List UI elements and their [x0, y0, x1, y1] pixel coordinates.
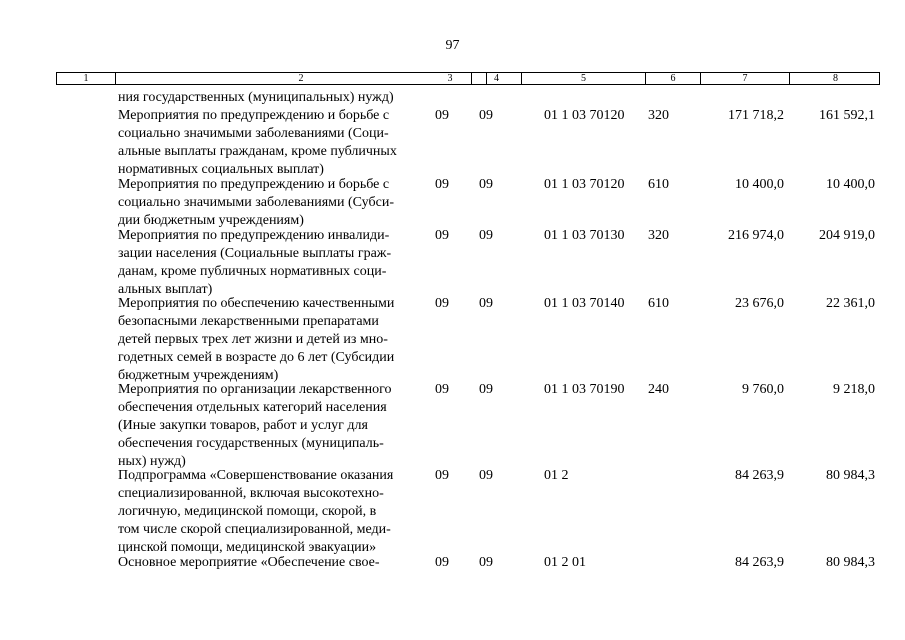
row-description: [118, 176, 426, 230]
description-line: специализированной, включая высокотехно-: [118, 486, 384, 501]
description-line: Основное мероприятие «Обеспечение свое-: [118, 555, 380, 570]
description-line: социально значимыми заболеваниями (Соци-: [118, 126, 389, 141]
description-line: нормативных социальных выплат): [118, 162, 324, 177]
description-line: данам, кроме публичных нормативных соци-: [118, 264, 387, 279]
description-line: Мероприятия по предупреждению инвалиди-: [118, 228, 390, 243]
cell-subsection: 09: [479, 296, 493, 311]
cell-expense-type: 610: [648, 296, 669, 311]
cell-section: 09: [435, 177, 449, 192]
description-line: ных) нужд): [118, 454, 186, 469]
cell-section: 09: [435, 296, 449, 311]
row-description: [118, 381, 426, 471]
description-line: том числе скорой специализированной, меди-: [118, 522, 391, 537]
cell-amount-col8: 9 218,0: [833, 382, 875, 397]
cell-amount-col7: 10 400,0: [735, 177, 784, 192]
description-line: дии бюджетным учреждениям): [118, 213, 304, 228]
cell-subsection: 09: [479, 228, 493, 243]
header-col-5: 5: [522, 73, 646, 84]
description-line: детей первых трех лет жизни и детей из мно-: [118, 332, 388, 347]
description-line: социально значимыми заболеваниями (Субси-: [118, 195, 394, 210]
cell-amount-col7: 84 263,9: [735, 468, 784, 483]
description-line: зации населения (Социальные выплаты граж-: [118, 246, 392, 261]
cell-amount-col8: 80 984,3: [826, 555, 875, 570]
cell-section: 09: [435, 382, 449, 397]
row-description: [118, 467, 426, 557]
cell-amount-col7: 23 676,0: [735, 296, 784, 311]
cell-amount-col8: 10 400,0: [826, 177, 875, 192]
page-number: 97: [445, 38, 460, 53]
cell-amount-col7: 84 263,9: [735, 555, 784, 570]
header-col-2: 2: [116, 73, 487, 84]
cell-section: 09: [435, 468, 449, 483]
cell-subsection: 09: [479, 108, 493, 123]
cell-amount-col8: 204 919,0: [819, 228, 875, 243]
description-line: Подпрограмма «Совершенствование оказания: [118, 468, 394, 483]
cell-target-article: 01 2: [544, 468, 569, 483]
description-line: бюджетным учреждениям): [118, 368, 279, 383]
cell-amount-col7: 216 974,0: [728, 228, 784, 243]
header-col-4: 4: [472, 73, 522, 84]
cell-amount-col8: 161 592,1: [819, 108, 875, 123]
description-line: годетных семей в возрасте до 6 лет (Субсидии: [118, 350, 395, 365]
header-col-1: 1: [57, 73, 116, 84]
header-col-8: 8: [833, 73, 838, 84]
description-line: цинской помощи, медицинской эвакуации»: [118, 540, 377, 555]
description-line: обеспечения государственных (муниципаль-: [118, 436, 384, 451]
row-description: [118, 227, 426, 299]
cell-expense-type: 320: [648, 108, 669, 123]
row-description: [118, 554, 426, 572]
cell-expense-type: 610: [648, 177, 669, 192]
cell-target-article: 01 1 03 70130: [544, 228, 625, 243]
description-line: Мероприятия по организации лекарственного: [118, 382, 392, 397]
table-header: [56, 72, 880, 85]
cell-target-article: 01 2 01: [544, 555, 586, 570]
description-line: безопасными лекарственными препаратами: [118, 314, 379, 329]
cell-expense-type: 320: [648, 228, 669, 243]
description-line: Мероприятия по обеспечению качественными: [118, 296, 395, 311]
row-description: [118, 107, 426, 179]
header-col-3: 3: [429, 73, 472, 84]
cell-amount-col8: 22 361,0: [826, 296, 875, 311]
cell-section: 09: [435, 555, 449, 570]
description-line: Мероприятия по предупреждению и борьбе с: [118, 177, 390, 192]
cell-section: 09: [435, 228, 449, 243]
header-col-7: 7: [701, 73, 790, 84]
cell-target-article: 01 1 03 70120: [544, 177, 625, 192]
description-line: Мероприятия по предупреждению и борьбе с: [118, 108, 390, 123]
cell-subsection: 09: [479, 382, 493, 397]
cell-target-article: 01 1 03 70140: [544, 296, 625, 311]
cell-target-article: 01 1 03 70190: [544, 382, 625, 397]
cell-section: 09: [435, 108, 449, 123]
cell-subsection: 09: [479, 177, 493, 192]
cell-target-article: 01 1 03 70120: [544, 108, 625, 123]
description-line: альные выплаты гражданам, кроме публичных: [118, 144, 397, 159]
row-description: [118, 89, 426, 107]
cell-amount-col7: 171 718,2: [728, 108, 784, 123]
description-line: ния государственных (муниципальных) нужд): [118, 90, 394, 105]
description-line: альных выплат): [118, 282, 213, 297]
cell-amount-col7: 9 760,0: [742, 382, 784, 397]
cell-subsection: 09: [479, 468, 493, 483]
description-line: (Иные закупки товаров, работ и услуг для: [118, 418, 368, 433]
row-description: [118, 295, 426, 385]
cell-expense-type: 240: [648, 382, 669, 397]
description-line: обеспечения отдельных категорий населения: [118, 400, 387, 415]
description-line: логичную, медицинской помощи, скорой, в: [118, 504, 377, 519]
header-col-6: 6: [646, 73, 701, 84]
cell-subsection: 09: [479, 555, 493, 570]
cell-amount-col8: 80 984,3: [826, 468, 875, 483]
